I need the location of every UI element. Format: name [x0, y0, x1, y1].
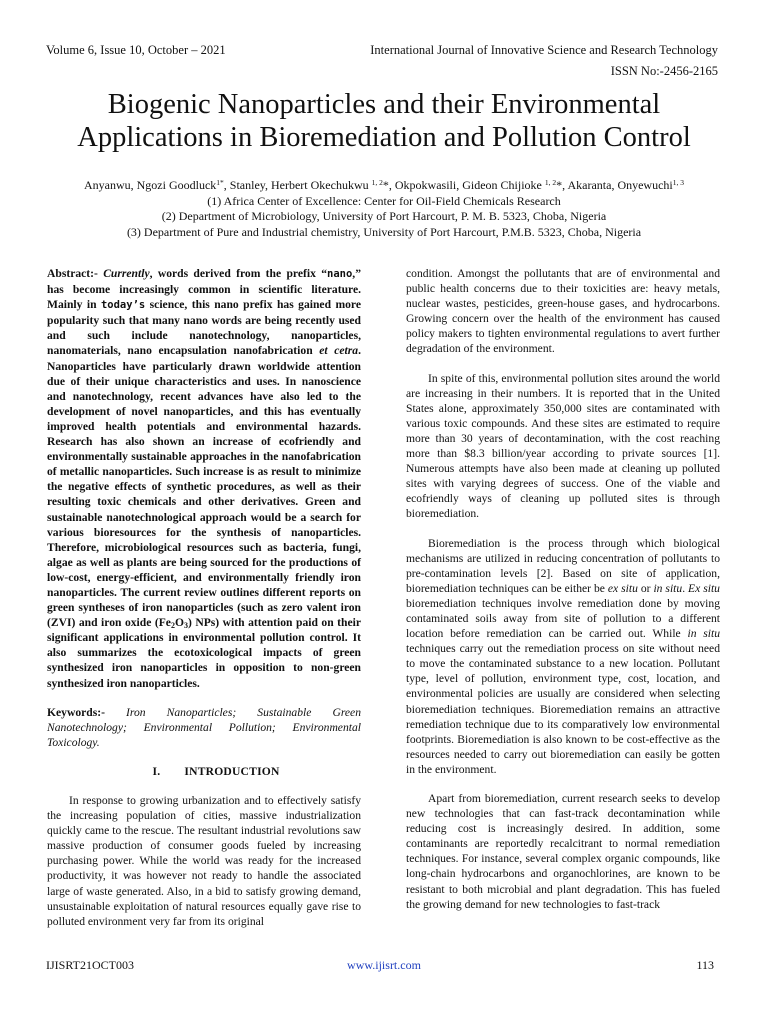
author-4-affil: 1, 3	[672, 178, 685, 187]
author-1-affil: 1*	[216, 178, 224, 187]
left-column	[47, 266, 361, 929]
author-block	[20, 178, 748, 240]
abstract-text-4: . Nanoparticles have particularly drawn worldwide attention due of their unique characteristics and uses. In nanoscience and nanotechnology, recent advances have also led to the development of novel nanoparticles, and this has eventually improved health potentials and environmental hazards. Research has also shown an increase of ecofriendly and environmentally sustainable approaches in the nanofabrication of metallic nanoparticles. Such increase is as result to minimize the negative effects of synthetic procedures, as well as their resulting toxic chemicals and other derivatives. Green and sustainable nanotechnological approach would be a search for various bioresources for the synthesis of nanoparticles. Therefore, microbiological resources such as bacteria, fungi, algae as well as plants are being sourced for the productions of low-cost, energy-efficient, and environmentally friendly iron nanoparticles. The current review outlines different reports on green syntheses of iron nanoparticles (such as zero valent iron (ZVI) and iron oxide (Fe	[47, 344, 361, 630]
footer-id: IJISRT21OCT003	[46, 958, 134, 972]
abstract-label: Abstract:-	[47, 267, 98, 280]
p3-text-c: .	[682, 581, 689, 595]
ex-situ-2: Ex situ	[688, 581, 720, 595]
p3-text-d: bioremediation techniques involve remediation done by moving contaminated soils away from site of pollution to a different location before remediation can be carried out. While	[406, 596, 720, 641]
p3-text-a: Bioremediation is the process through which biological mechanisms are utilized in reducing concentration of pollutants to pre-contamination levels [2]. Based on site of application, bioremediation techniques can be either be	[406, 536, 720, 595]
in-situ: in situ	[653, 581, 683, 595]
abstract-o: O	[174, 616, 184, 630]
keywords	[47, 705, 361, 750]
header-volume: Volume 6, Issue 10, October – 2021	[46, 43, 226, 57]
abstract-text-2: ,” has become increasingly common in scientific literature. Mainly in	[47, 267, 361, 312]
right-paragraph-3	[406, 536, 720, 778]
abstract-text-3: science, this nano prefix has gained more popularity such that many nano words are being recently used and such include nanotechnology, nanoparticles, nanomaterials, nano encapsulation nanofabrication	[47, 298, 361, 358]
author-2-affil: 1, 2	[371, 178, 383, 187]
header-issn: ISSN No:-2456-2165	[610, 64, 718, 78]
title-line-1: Biogenic Nanoparticles and their Environmental	[107, 89, 661, 120]
sub-2: 2	[170, 621, 175, 631]
affiliation-1: (1) Africa Center of Excellence: Center for Oil-Field Chemicals Research	[207, 193, 561, 208]
sub-3: 3	[183, 621, 188, 631]
paper-title	[30, 88, 738, 154]
author-4: *, Akaranta, Onyewuchi	[556, 178, 673, 192]
p3-text-b: or	[637, 581, 654, 595]
affiliation-2: (2) Department of Microbiology, University of Port Harcourt, P. M. B. 5323, Choba, Nigeria	[161, 209, 607, 223]
abstract-text-5: ) NPs) with attention paid on their significant applications in environmental pollution control. It also summarizes the ecotoxicological impacts of green synthesized iron nanoparticles in opposition to non-green synthesized iron nanoparticles.	[47, 616, 361, 690]
abstract-text-1: , words derived from the prefix “	[149, 267, 327, 280]
title-line-2: Applications in Bioremediation and Pollution Control	[77, 122, 691, 153]
right-paragraph-4: Apart from bioremediation, current research seeks to develop new technologies that can fast-track decontamination while reducing cost is increasingly desired. In addition, some contaminants are reportedly recalcitrant to normal remediation techniques. For instance, several complex organic compounds, like long-chain hydrocarbons and organochlorines, are known to be resistant to both microbial and plant degradation. This has fueled the growing demand for new technologies to fast-track	[406, 792, 720, 911]
keywords-text: Iron Nanoparticles; Sustainable Green Nanotechnology; Environmental Pollution; Environmental Toxicology.	[47, 705, 361, 749]
abstract-todays: today’s	[100, 299, 146, 312]
in-situ-2: in situ	[687, 627, 720, 641]
author-3: *, Okpokwasili, Gideon Chijioke	[382, 178, 545, 192]
footer-page-number: 113	[696, 958, 714, 972]
ex-situ: ex situ	[607, 581, 638, 595]
header-journal: International Journal of Innovative Science and Research Technology	[370, 43, 718, 57]
author-list	[20, 178, 748, 194]
abstract-currently: Currently	[103, 267, 150, 280]
abstract	[47, 266, 361, 691]
abstract-nano: nano	[327, 268, 353, 280]
keywords-label: Keywords:-	[47, 705, 105, 719]
author-2: , Stanley, Herbert Okechukwu	[223, 178, 372, 192]
section-number: I.	[152, 764, 161, 778]
abstract-etcetra: et cetra	[319, 344, 359, 358]
intro-paragraph-1: In response to growing urbanization and to effectively satisfy the increasing population of cities, massive industrialization quickly came to the rescue. The resultant industrial revolutions saw massive production of consumer goods fueled by increasing purchasing power. While the world was ready for the increased productivity, it was however not ready to handle the associated large of waste generated. Also, in a bid to satisfy growing demand, unsustainable exploitation of natural resources equally gave rise to polluted environment very far from its original	[47, 794, 361, 928]
affiliation-3: (3) Department of Pure and Industrial chemistry, University of Port Harcourt, P.M.B. 5323, Choba, Nigeria	[126, 224, 642, 239]
section-title: INTRODUCTION	[184, 764, 280, 778]
p3-text-e: techniques carry out the remediation process on site without need to move the contaminated substance to a new location. Pollutant type, level of pollution, environment type, cost, location, and environmental policies are usually are considered when selecting bioremediation techniques. Bioremediation remains an attractive remediation technique due to its comparatively low environmental footprints. Bioremediation is also known to be cost-effective as the resources needed to carry out bioremediation can easily be gotten in the environment.	[406, 642, 720, 776]
author-1: Anyanwu, Ngozi Goodluck	[83, 178, 217, 192]
author-3-affil: 1, 2	[544, 178, 557, 187]
right-paragraph-2: In spite of this, environmental pollution sites around the world are increasing in their numbers. It is reported that in the United States alone, approximately 350,000 sites are contaminated with various toxic compounds. And these sites are estimated to require more than 30 years of decontamination, with the cost reaching more than $8.3 billion/year according to private sources [1]. Numerous attempts have also been made at cleaning up polluted sites with varying degrees of success. One of the viable and ecofriendly ways of cleaning up polluted sites is through bioremediation.	[406, 371, 720, 521]
section-heading-introduction	[47, 764, 361, 779]
right-paragraph-1: condition. Amongst the pollutants that are of environmental and public health concerns due to their toxicities are: heavy metals, nuclear wastes, pesticides, green-house gases, and hydrocarbons. Growing concern over the health of the environment has caused policy makers to tighten environmental regulations to avert further degradation of the environment.	[406, 267, 720, 356]
footer-website-link[interactable]: www.ijisrt.com	[347, 958, 421, 972]
right-column	[406, 266, 720, 912]
